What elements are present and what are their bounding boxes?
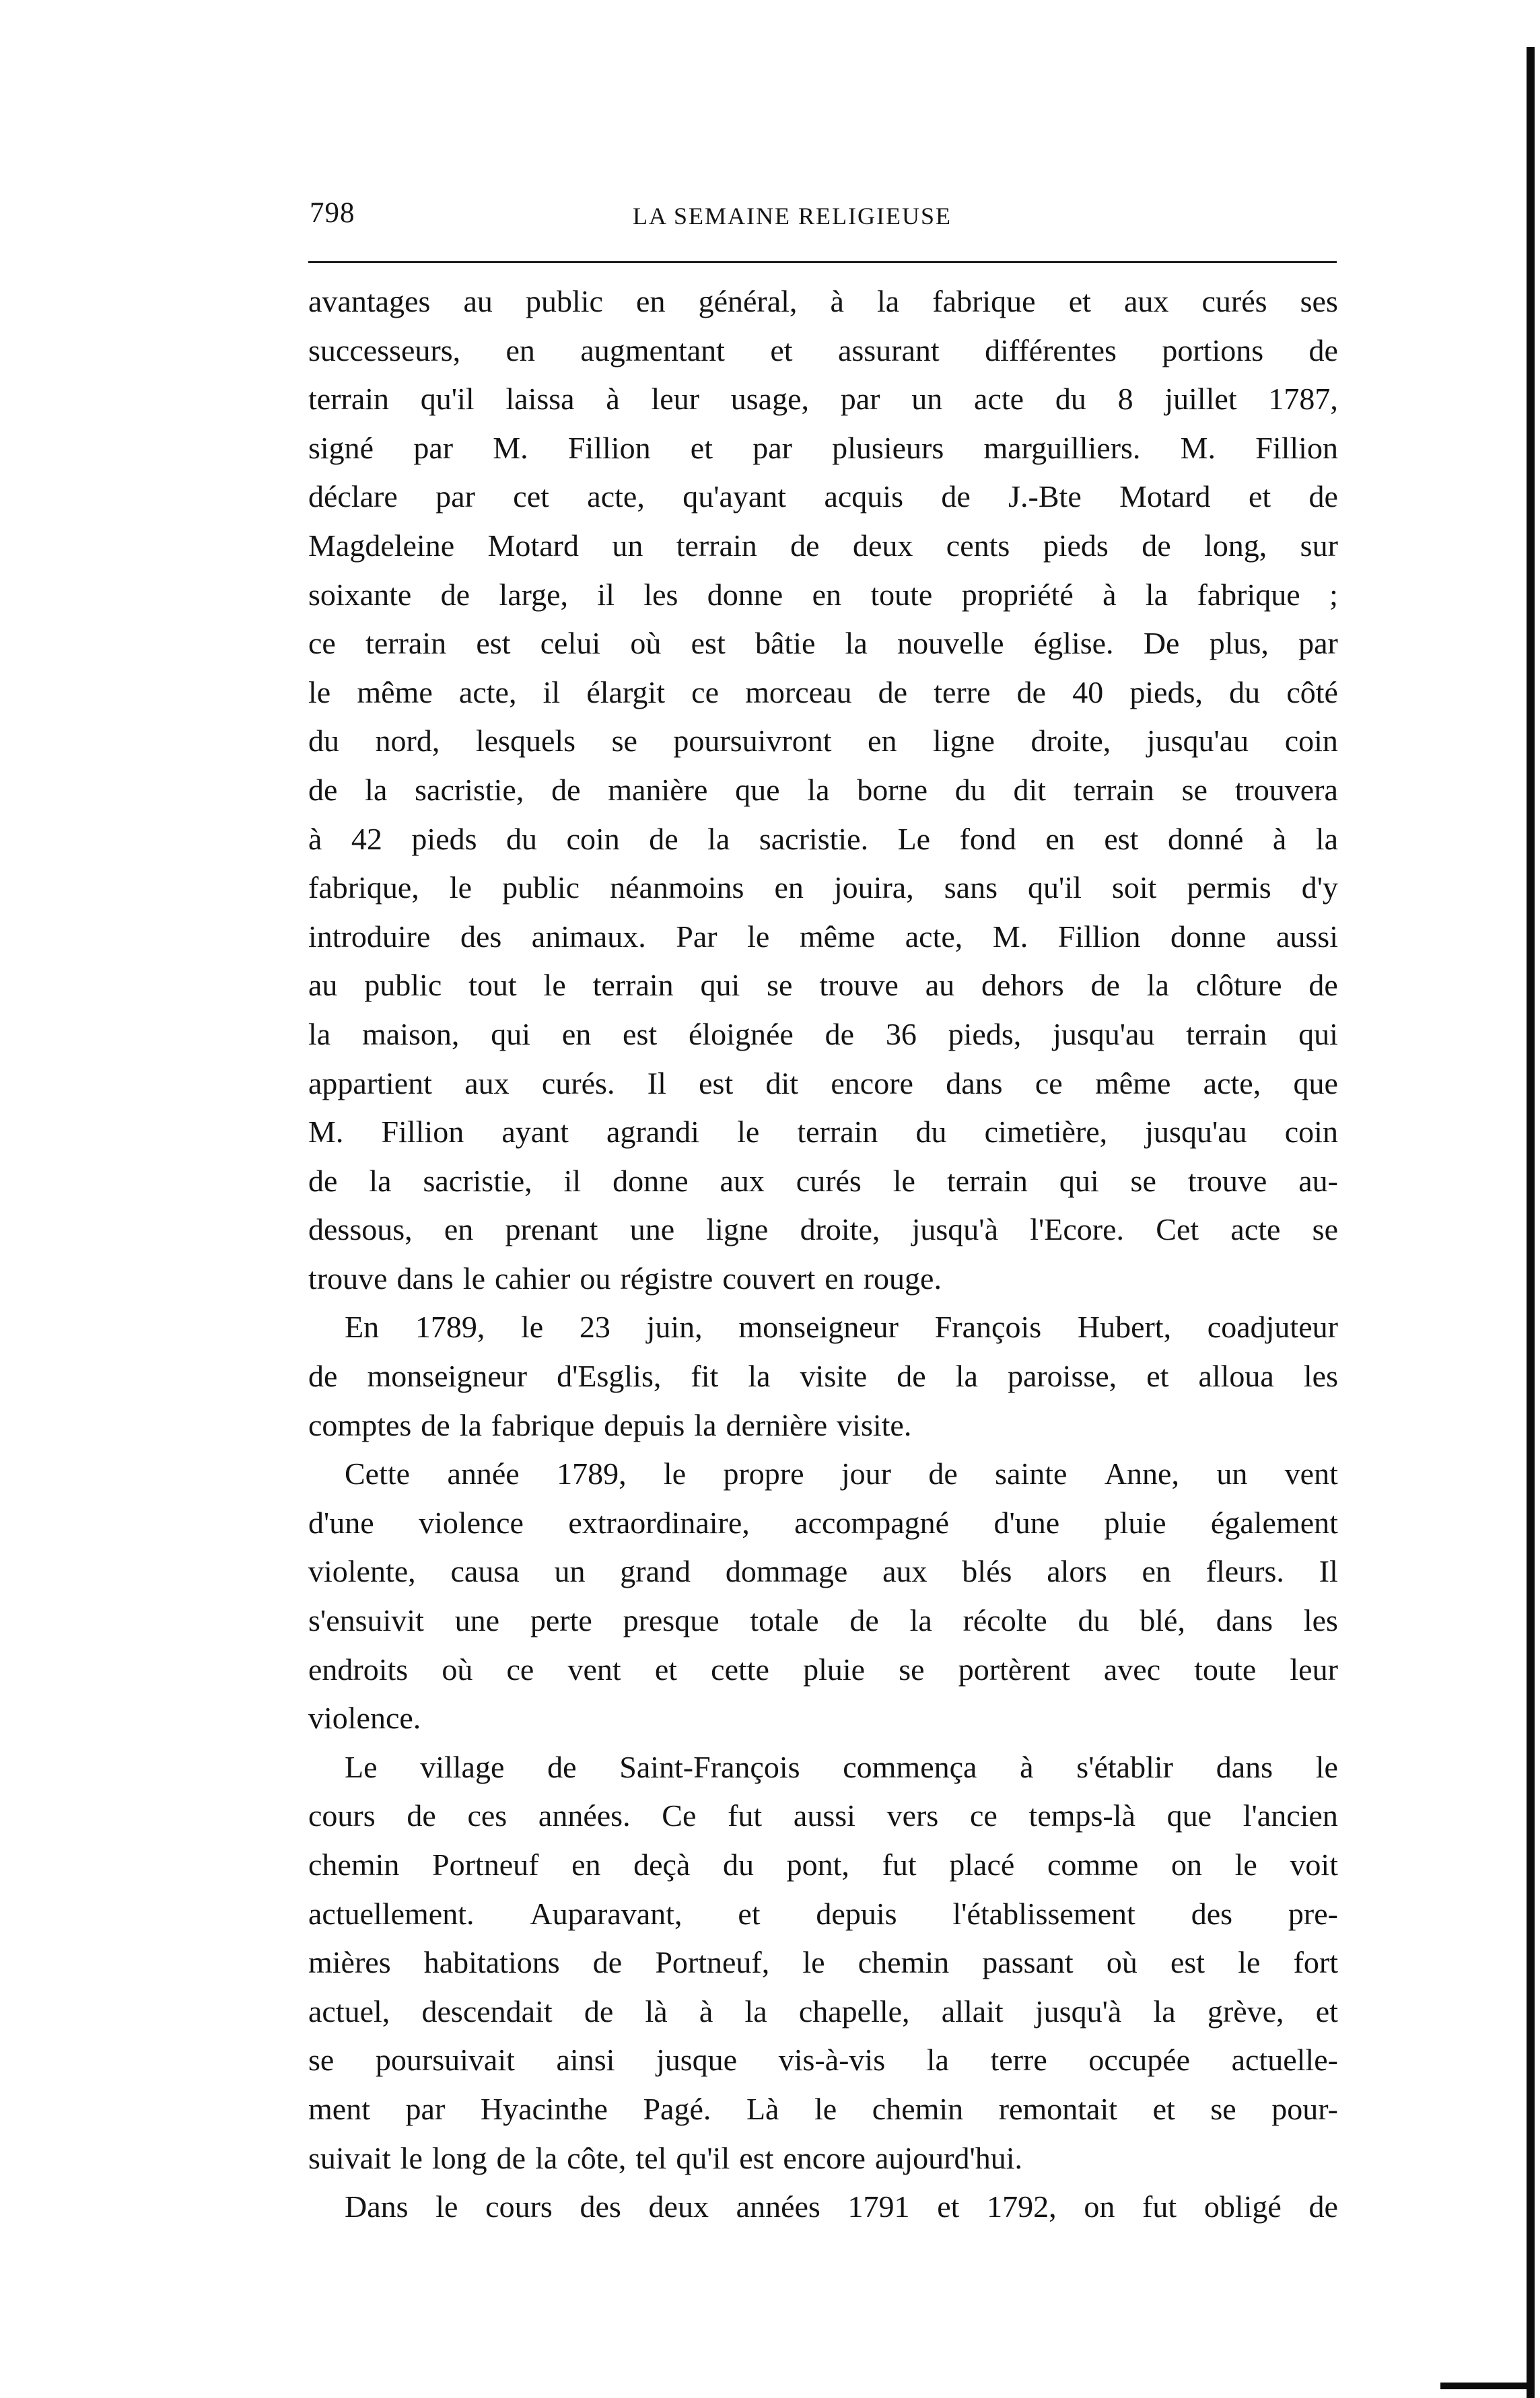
text-line: Le village de Saint-François commença à s'établir dans le	[345, 1749, 1338, 1784]
text-line: violente, causa un grand dommage aux blés alors en fleurs. Il	[308, 1554, 1338, 1589]
text-line: introduire des animaux. Par le même acte, M. Fillion donne aussi	[308, 919, 1338, 954]
text-line: trouve dans le cahier ou régistre couvert en rouge.	[308, 1261, 942, 1296]
page-number: 798	[310, 197, 355, 229]
text-line: la maison, qui en est éloignée de 36 pieds, jusqu'au terrain qui	[308, 1016, 1338, 1051]
text-line: de la sacristie, il donne aux curés le terrain qui se trouve au-	[308, 1163, 1338, 1198]
text-line: s'ensuivit une perte presque totale de la récolte du blé, dans les	[308, 1603, 1338, 1638]
text-line: M. Fillion ayant agrandi le terrain du cimetière, jusqu'au coin	[308, 1115, 1338, 1150]
text-line: successeurs, en augmentant et assurant différentes portions de	[308, 332, 1338, 367]
text-line: endroits où ce vent et cette pluie se portèrent avec toute leur	[308, 1652, 1338, 1687]
text-line: d'une violence extraordinaire, accompagné d'une pluie également	[308, 1505, 1338, 1540]
text-line: à 42 pieds du coin de la sacristie. Le fond en est donné à la	[308, 821, 1338, 856]
text-line: terrain qu'il laissa à leur usage, par un acte du 8 juillet 1787,	[308, 382, 1338, 417]
text-line: du nord, lesquels se poursuivront en ligne droite, jusqu'au coin	[308, 724, 1338, 759]
text-line: chemin Portneuf en deçà du pont, fut placé comme on le voit	[308, 1847, 1338, 1882]
text-line: appartient aux curés. Il est dit encore dans ce même acte, que	[308, 1065, 1338, 1100]
text-line: fabrique, le public néanmoins en jouira, sans qu'il soit permis d'y	[308, 870, 1338, 905]
text-line: Dans le cours des deux années 1791 et 1792, on fut obligé de	[345, 2189, 1338, 2224]
text-line: comptes de la fabrique depuis la dernière visite.	[308, 1407, 912, 1442]
text-line: dessous, en prenant une ligne droite, jusqu'à l'Ecore. Cet acte se	[308, 1212, 1338, 1247]
text-line: avantages au public en général, à la fabrique et aux curés ses	[308, 284, 1338, 318]
text-line: de monseigneur d'Esglis, fit la visite de la paroisse, et alloua les	[308, 1359, 1338, 1394]
text-line: ment par Hyacinthe Pagé. Là le chemin remontait et se pour-	[308, 2091, 1338, 2126]
text-line: cours de ces années. Ce fut aussi vers ce temps-là que l'ancien	[308, 1798, 1338, 1833]
text-line: suivait le long de la côte, tel qu'il est encore aujourd'hui.	[308, 2140, 1023, 2175]
text-line: Magdeleine Motard un terrain de deux cents pieds de long, sur	[308, 528, 1338, 563]
text-line: Cette année 1789, le propre jour de sainte Anne, un vent	[345, 1456, 1338, 1491]
text-line: déclare par cet acte, qu'ayant acquis de J.-Bte Motard et de	[308, 479, 1338, 514]
text-line: le même acte, il élargit ce morceau de terre de 40 pieds, du côté	[308, 674, 1338, 709]
running-title: LA SEMAINE RELIGIEUSE	[633, 203, 952, 230]
text-line: ce terrain est celui où est bâtie la nouvelle église. De plus, par	[308, 626, 1338, 661]
text-line: mières habitations de Portneuf, le chemin passant où est le fort	[308, 1945, 1338, 1980]
page-edge-corner	[1440, 2383, 1535, 2389]
text-line: se poursuivait ainsi jusque vis-à-vis la terre occupée actuelle-	[308, 2043, 1338, 2078]
body-text	[308, 277, 1338, 2232]
text-line: signé par M. Fillion et par plusieurs marguilliers. M. Fillion	[308, 430, 1338, 465]
text-line: soixante de large, il les donne en toute propriété à la fabrique ;	[308, 577, 1338, 612]
text-line: de la sacristie, de manière que la borne du dit terrain se trouvera	[308, 772, 1338, 807]
header-rule	[308, 261, 1337, 263]
text-line: au public tout le terrain qui se trouve au dehors de la clôture de	[308, 968, 1338, 1003]
text-line: En 1789, le 23 juin, monseigneur François Hubert, coadjuteur	[345, 1310, 1338, 1345]
text-line: violence.	[308, 1701, 421, 1736]
text-line: actuellement. Auparavant, et depuis l'établissement des pre-	[308, 1896, 1338, 1931]
page-edge-border	[1527, 47, 1535, 2398]
text-line: actuel, descendait de là à la chapelle, allait jusqu'à la grève, et	[308, 1994, 1338, 2029]
